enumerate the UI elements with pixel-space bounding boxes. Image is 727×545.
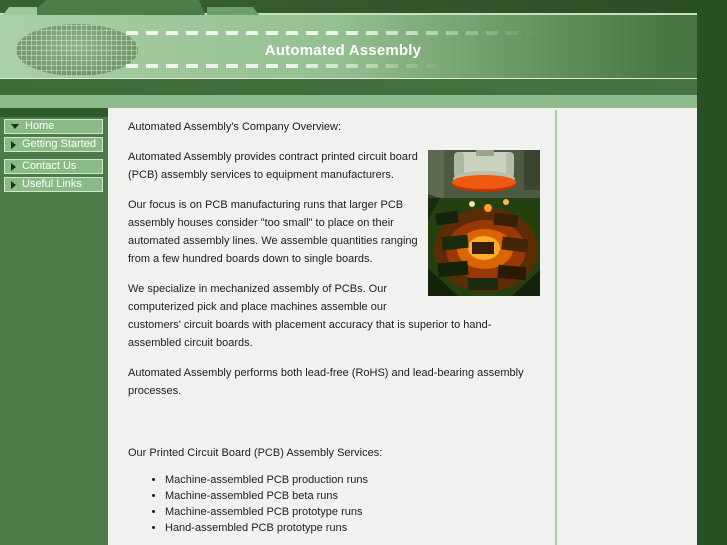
top-bar — [0, 0, 697, 15]
sidebar — [0, 108, 108, 545]
content-area — [108, 108, 697, 545]
list-item: • Hand-assembled PCB prototype runs — [165, 520, 540, 536]
paragraph-focus: Our focus is on PCB manufacturing runs that larger PCB assembly houses consider "too small" to place on their automated assembly lines. We assemble quantities ranging from a few hundred boards down to single boards. — [128, 199, 418, 265]
triangle-right-icon — [11, 141, 16, 149]
triangle-right-icon — [11, 163, 16, 171]
header-tab-large — [30, 0, 205, 15]
sidebar-item-label: Getting Started — [22, 138, 96, 150]
header-tab-small-left — [3, 7, 37, 15]
list-item: • Machine-assembled PCB production runs — [165, 472, 540, 488]
services-list — [128, 472, 540, 536]
pcb-photo-image — [428, 150, 540, 296]
sidebar-item-contact-us[interactable] — [4, 159, 103, 174]
content-divider-line — [555, 110, 557, 545]
sidebar-item-useful-links[interactable] — [4, 177, 103, 192]
main — [0, 108, 697, 545]
services-heading: Our Printed Circuit Board (PCB) Assembly Services: — [128, 447, 383, 459]
triangle-down-icon — [11, 124, 19, 129]
header — [0, 0, 697, 108]
header-strip-light — [0, 95, 697, 108]
list-item: • Machine-assembled PCB prototype runs — [165, 504, 540, 520]
content-flow — [128, 118, 540, 536]
sidebar-item-label: Contact Us — [22, 160, 77, 172]
overview-heading: Automated Assembly's Company Overview: — [128, 121, 342, 133]
header-tab-small-right — [207, 7, 259, 15]
dashed-line-top — [126, 31, 556, 35]
sidebar-item-label: Useful Links — [22, 178, 82, 190]
banner — [0, 15, 697, 79]
paragraph-specialize: We specialize in mechanized assembly of PCBs. Our computerized pick and place machines assemble our customers' circuit boards with placement accuracy that is superior to hand-assembled circuit boards. — [128, 283, 492, 349]
paragraph-rohs: Automated Assembly performs both lead-free (RoHS) and lead-bearing assembly processes. — [128, 367, 524, 397]
paragraph-company-intro: Automated Assembly provides contract printed circuit board (PCB) assembly services to equipment manufacturers. — [128, 151, 418, 181]
sidebar-top-bar — [0, 108, 108, 117]
list-item: • Machine-assembled PCB beta runs — [165, 488, 540, 504]
sidebar-item-getting-started[interactable] — [4, 137, 103, 152]
site-title: Automated Assembly — [264, 42, 422, 59]
header-strip-dark — [0, 79, 697, 95]
dashed-line-bottom — [126, 64, 456, 68]
sidebar-item-label: Home — [25, 120, 55, 132]
sidebar-item-home[interactable] — [4, 119, 103, 134]
triangle-right-icon — [11, 181, 16, 189]
